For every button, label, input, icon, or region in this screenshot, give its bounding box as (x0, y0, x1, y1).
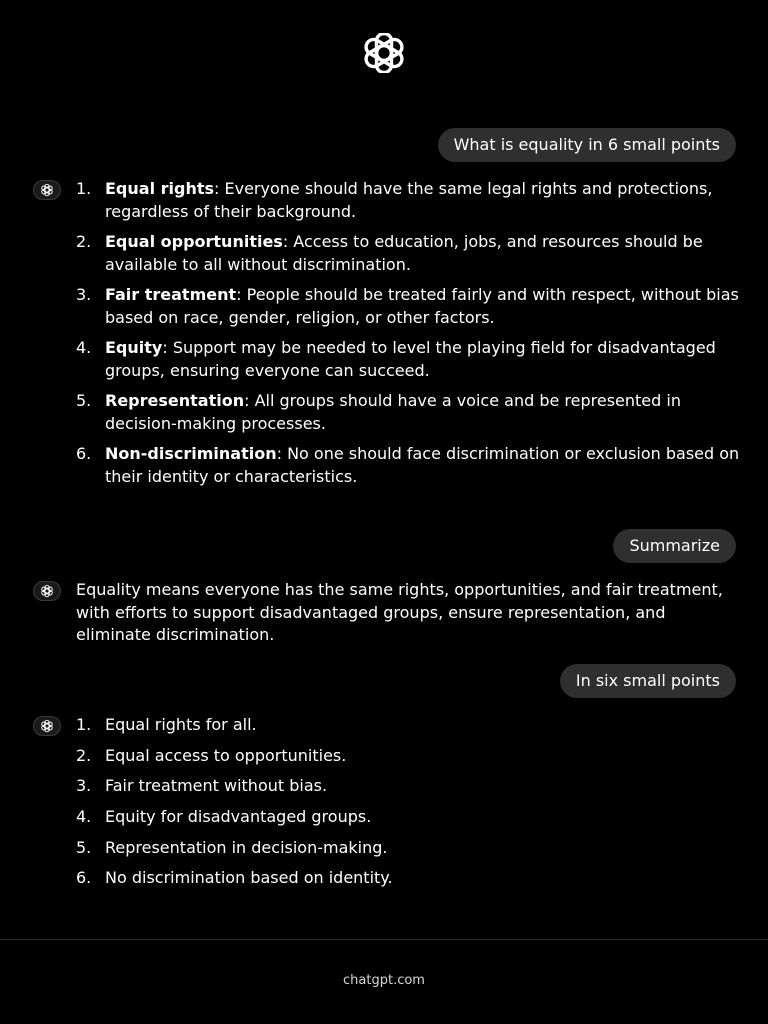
list-item (76, 745, 741, 768)
chatgpt-avatar-icon (33, 180, 61, 200)
list-item-number: 2. (76, 232, 92, 251)
openai-logo-icon (356, 33, 412, 73)
list-item-text: : Support may be needed to level the playing field for disadvantaged groups, ensuring everyone can succeed. (105, 338, 716, 380)
list-item-number: 6. (76, 868, 92, 888)
list-item (76, 231, 741, 276)
list-item (76, 284, 741, 329)
list-item-term: Representation (105, 391, 245, 410)
assistant-response-3 (76, 714, 741, 898)
footer-domain: chatgpt.com (343, 973, 425, 988)
list-item-number: 4. (76, 338, 92, 357)
list-item-number: 5. (76, 837, 92, 857)
assistant-response-1 (76, 178, 741, 496)
list-item-number: 1. (76, 179, 92, 198)
list-item (76, 806, 741, 829)
list-item-text: : No one should face discrimination or exclusion based on their identity or characteristics. (105, 444, 740, 486)
assistant-response-2: Equality means everyone has the same rights, opportunities, and fair treatment, with efforts to support disadvantaged groups, ensure representation, and eliminate discrimination. (76, 580, 723, 644)
list-item-text: : All groups should have a voice and be represented in decision-making processes. (105, 391, 681, 433)
list-item (76, 178, 741, 223)
list-item-text: Representation in decision-making. (105, 837, 388, 857)
list-item-term: Equal opportunities (105, 232, 283, 251)
list-item-text: Fair treatment without bias. (105, 776, 328, 796)
user-message-3: In six small points (560, 664, 736, 698)
list-item-term: Non-discrimination (105, 444, 277, 463)
list-item-text: Equity for disadvantaged groups. (105, 807, 372, 827)
list-item-text: Equal rights for all. (105, 715, 257, 734)
list-item-term: Equal rights (105, 179, 215, 198)
list-item-number: 6. (76, 444, 92, 463)
list-item (76, 390, 741, 435)
user-message-2: Summarize (613, 529, 736, 563)
list-item-term: Equity (105, 338, 163, 357)
list-item-text: : Everyone should have the same legal rights and protections, regardless of their background. (105, 179, 713, 221)
list-item-number: 1. (76, 715, 92, 734)
chatgpt-avatar-icon (33, 581, 61, 601)
chatgpt-avatar-icon (33, 716, 61, 736)
footer-divider (0, 939, 768, 940)
list-item-number: 3. (76, 285, 92, 304)
list-item (76, 775, 741, 798)
list-item-number: 3. (76, 776, 92, 796)
list-item-text: No discrimination based on identity. (105, 868, 393, 888)
list-item-text: : People should be treated fairly and with respect, without bias based on race, gender, religion, or other factors. (105, 285, 739, 327)
list-item-term: Fair treatment (105, 285, 237, 304)
list-item (76, 867, 741, 890)
list-item-number: 2. (76, 745, 92, 765)
list-item (76, 714, 741, 737)
list-item (76, 337, 741, 382)
list-item (76, 443, 741, 488)
list-item-text: : Access to education, jobs, and resources should be available to all without discrimination. (105, 232, 703, 274)
list-item-text: Equal access to opportunities. (105, 745, 347, 765)
list-item (76, 837, 741, 860)
list-item-number: 4. (76, 807, 92, 827)
user-message-1: What is equality in 6 small points (438, 128, 736, 162)
list-item-number: 5. (76, 391, 92, 410)
